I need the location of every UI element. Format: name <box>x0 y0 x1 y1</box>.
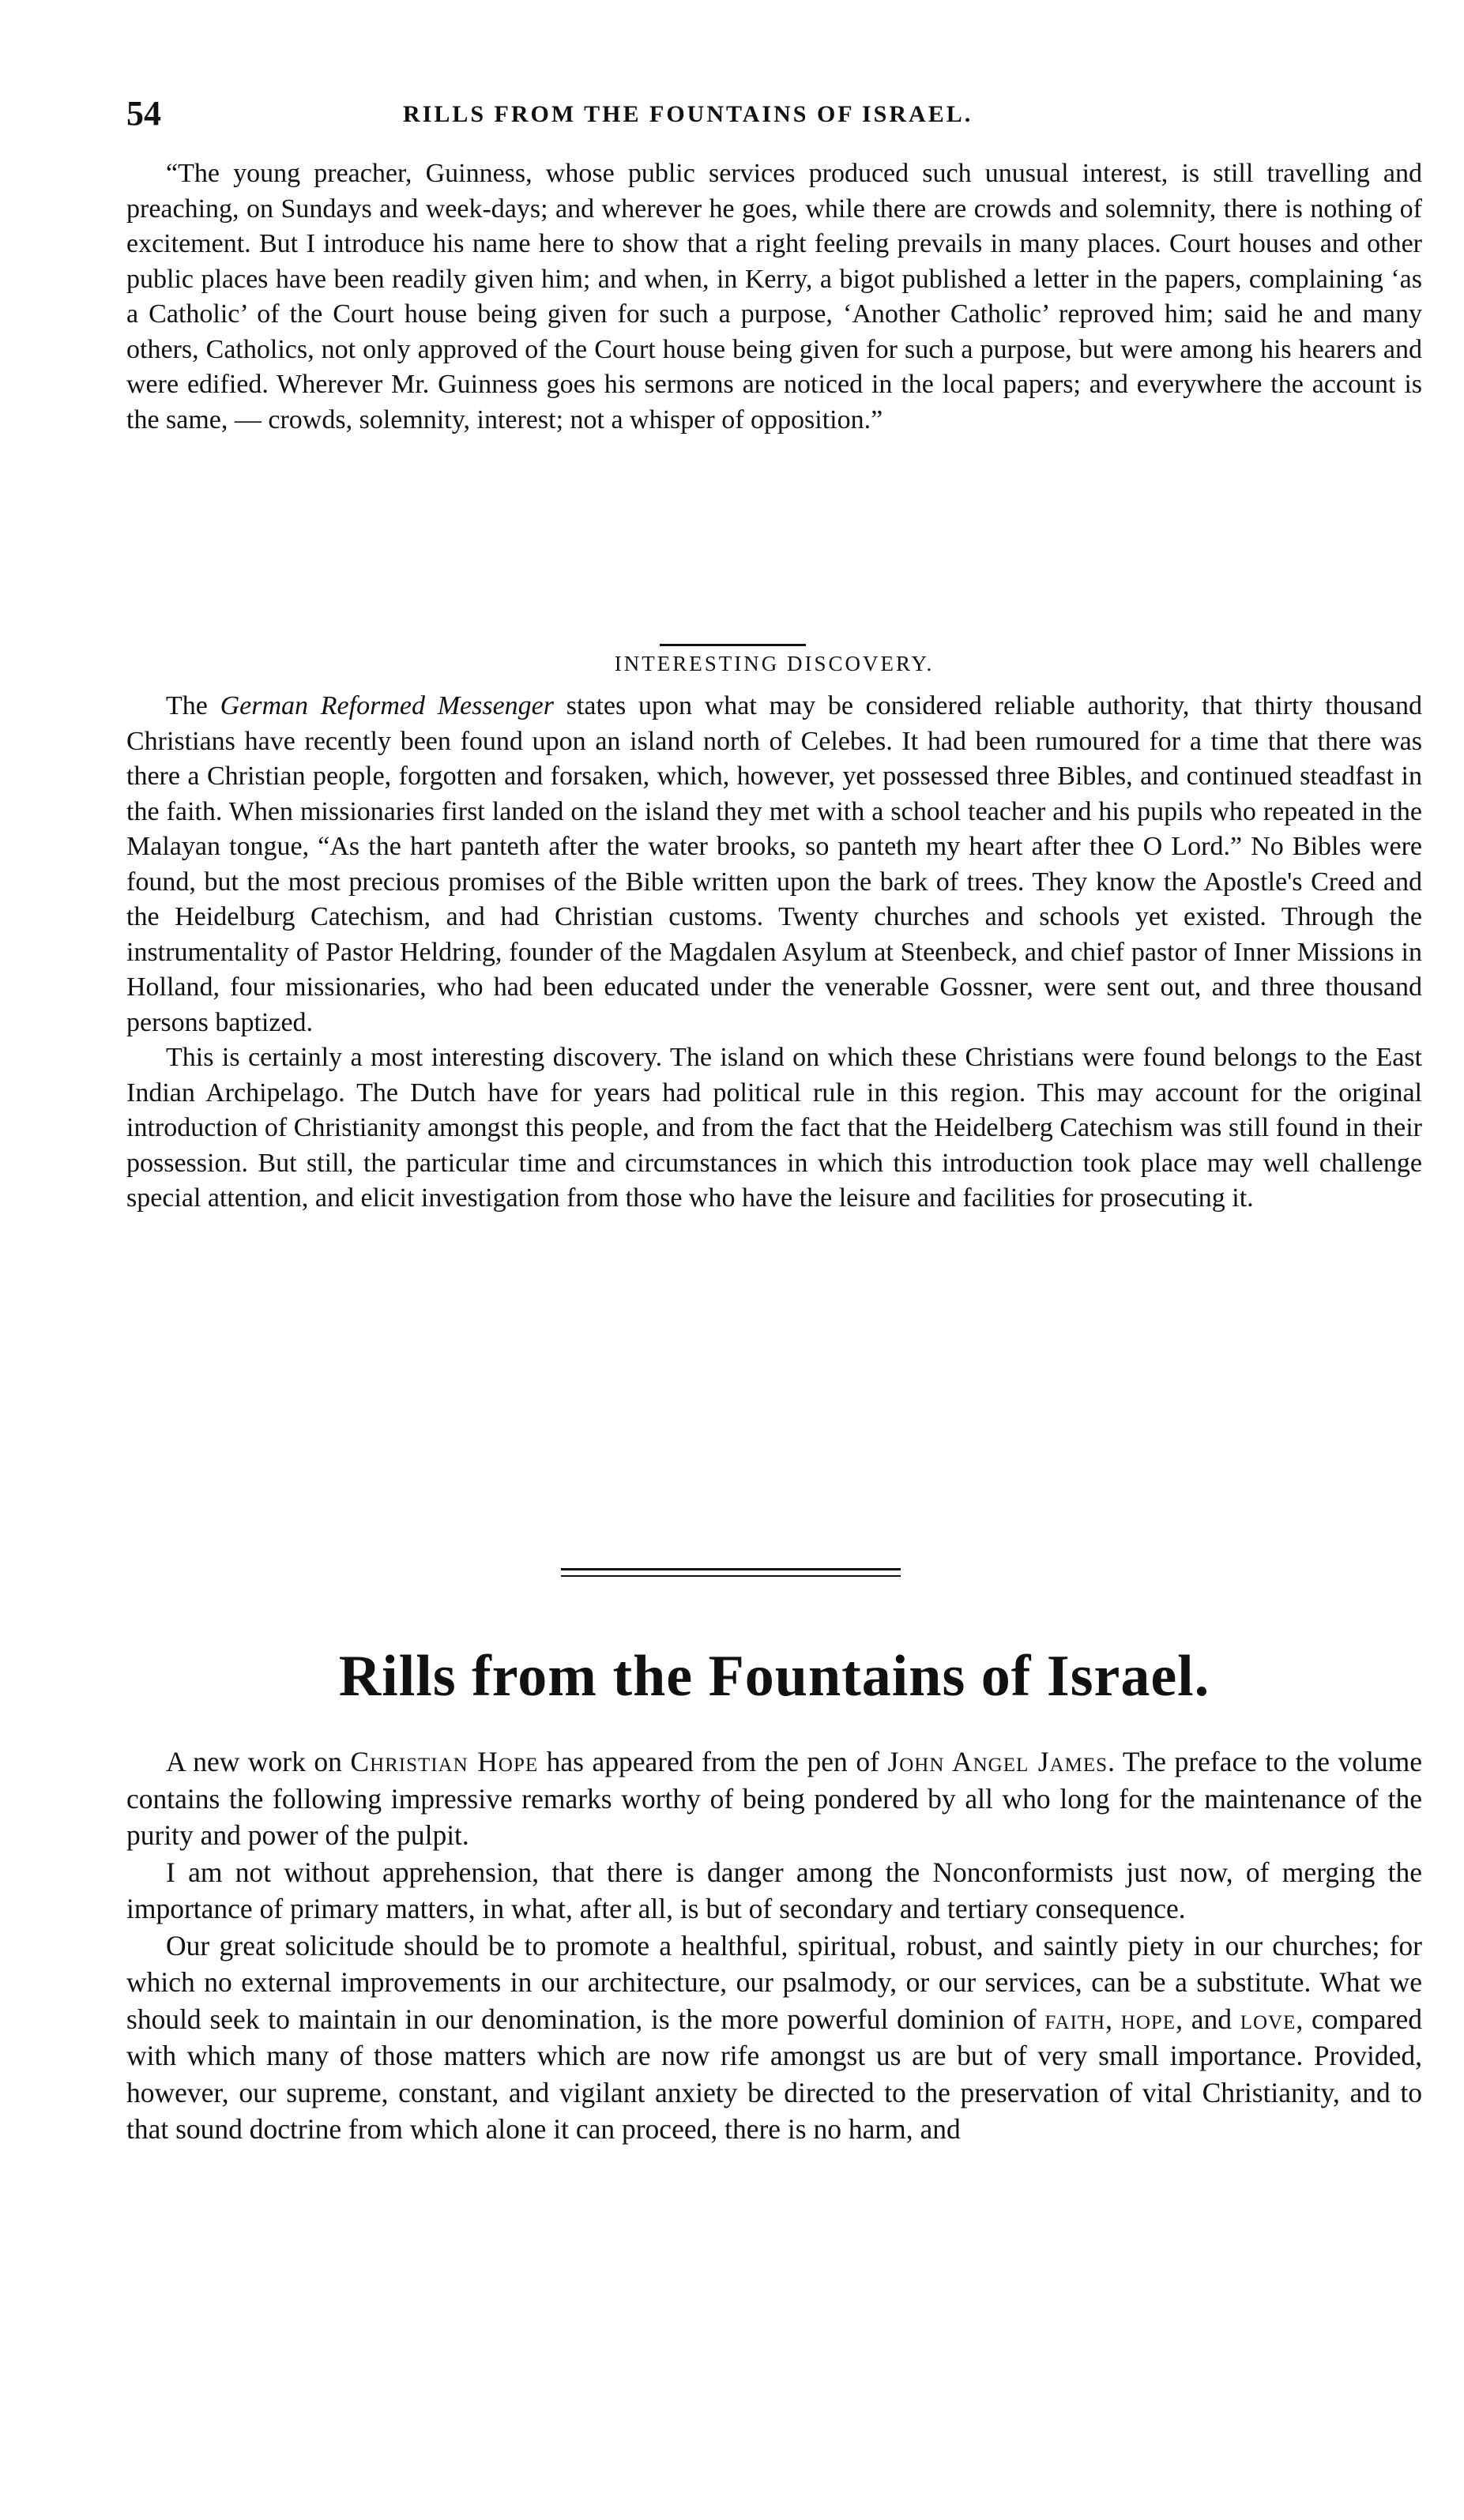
p1-text-c: . The preface to the volume contains the following impressive remarks worthy of being pondered by all who long for the maintenance of the purity and power of the pulpit. <box>126 1746 1423 1851</box>
discovery-p1-start: The <box>166 691 220 720</box>
page-header <box>126 93 1422 141</box>
christian-hope-article <box>126 1743 1422 2148</box>
faith-word: faith <box>1044 2003 1106 2035</box>
discovery-p1-rest: states upon what may be considered reliable authority, that thirty thousand Christians have recently been found upon an island north of Celebes. It had been rumoured for a time that there was there a Christian people, forgotten and forsaken, which, however, yet possessed three Bibles, and continued steadfast in the faith. When missionaries first landed on the island they met with a school teacher and his pupils who repeated in the Malayan tongue, “As the hart panteth after the water brooks, so panteth my heart after thee O Lord.” No Bibles were found, but the most precious promises of the Bible written upon the bark of trees. They know the Apostle's Creed and the Heidelburg Catechism, and had Christian customs. Twenty churches and schools yet existed. Through the instrumentality of Pastor Heldring, founder of the Magdalen Asylum at Steenbeck, and chief pastor of Inner Missions in Holland, four missionaries, who had been educated under the venerable Gossner, were sent out, and three thousand persons baptized. <box>126 691 1423 1037</box>
section-divider-bottom <box>561 1575 901 1577</box>
guinness-quote-paragraph: “The young preacher, Guinness, whose public services produced such unusual interest, is still travelling and preaching, on Sundays and week-days; and wherever he goes, while there are crowds and solemnity, there is nothing of excitement. But I introduce his name here to show that a right feeling prevails in many places. Court houses and other public places have been readily given him; and when, in Kerry, a bigot published a letter in the papers, complaining ‘as a Catholic’ of the Court house being given for such a purpose, ‘Another Catholic’ reproved him; said he and many others, Catholics, not only approved of the Court house being given for such a purpose, but were among his hearers and were edified. Wherever Mr. Guinness goes his sermons are noticed in the local papers; and everywhere the account is the same, — crowds, solemnity, interest; not a whisper of opposition.” <box>126 159 1422 434</box>
p1-text-a: A new work on <box>166 1746 351 1777</box>
publication-name: German Reformed Messenger <box>220 691 554 720</box>
interesting-discovery-heading: INTERESTING DISCOVERY. <box>614 652 935 675</box>
p3-text-a: Our great solicitude should be to promote a healthful, spiritual, robust, and saintly piety in our churches; for which no external improvements in our architecture, our psalmody, or our services, can be a substitute. What we should seek to maintain in our denomination, is the more powerful dominion of <box>126 1929 1422 2035</box>
page-number: 54 <box>126 94 161 133</box>
interesting-discovery-article <box>126 689 1422 1217</box>
guinness-quote-article <box>126 156 1422 438</box>
p3-text-d: , compared with which many of those matters which are now rife amongst us are but of very small importance. Provided, however, our supreme, constant, and vigilant anxiety be directed to the preservation of vital Christianity, and to that sound doctrine from which alone it can proceed, there is no harm, and <box>126 2003 1422 2145</box>
discovery-paragraph-1 <box>126 689 1422 1040</box>
author-name: John Angel James <box>887 1746 1108 1777</box>
discovery-paragraph-2: This is certainly a most interesting discovery. The island on which these Christians were found belongs to the East Indian Archipelago. The Dutch have for years had political rule in this region. This may account for the original introduction of Christianity amongst this people, and from the fact that the Heidelberg Catechism was still found in their possession. But still, the particular time and circumstances in which this introduction took place may well challenge special attention, and elicit investigation from those who have the leisure and facilities for prosecuting it. <box>126 1043 1422 1213</box>
p3-text-b: , <box>1105 2003 1121 2035</box>
section-divider-top <box>561 1568 901 1570</box>
section-title: Rills from the Fountains of Israel. <box>338 1644 1210 1709</box>
p3-text-c: , and <box>1176 2003 1240 2035</box>
christian-hope-paragraph-3 <box>126 1928 1422 2148</box>
book-title: Christian Hope <box>350 1746 539 1777</box>
love-word: love <box>1240 2003 1297 2035</box>
p1-text-b: has appeared from the pen of <box>538 1746 888 1777</box>
article-divider <box>660 644 806 646</box>
hope-word: hope <box>1120 2003 1176 2035</box>
christian-hope-paragraph-2: I am not without apprehension, that there is danger among the Nonconformists just now, of merging the importance of primary matters, in what, after all, is but of secondary and tertiary consequence. <box>126 1856 1422 1924</box>
christian-hope-paragraph-1 <box>126 1743 1422 1854</box>
running-title: RILLS FROM THE FOUNTAINS OF ISRAEL. <box>403 101 973 127</box>
